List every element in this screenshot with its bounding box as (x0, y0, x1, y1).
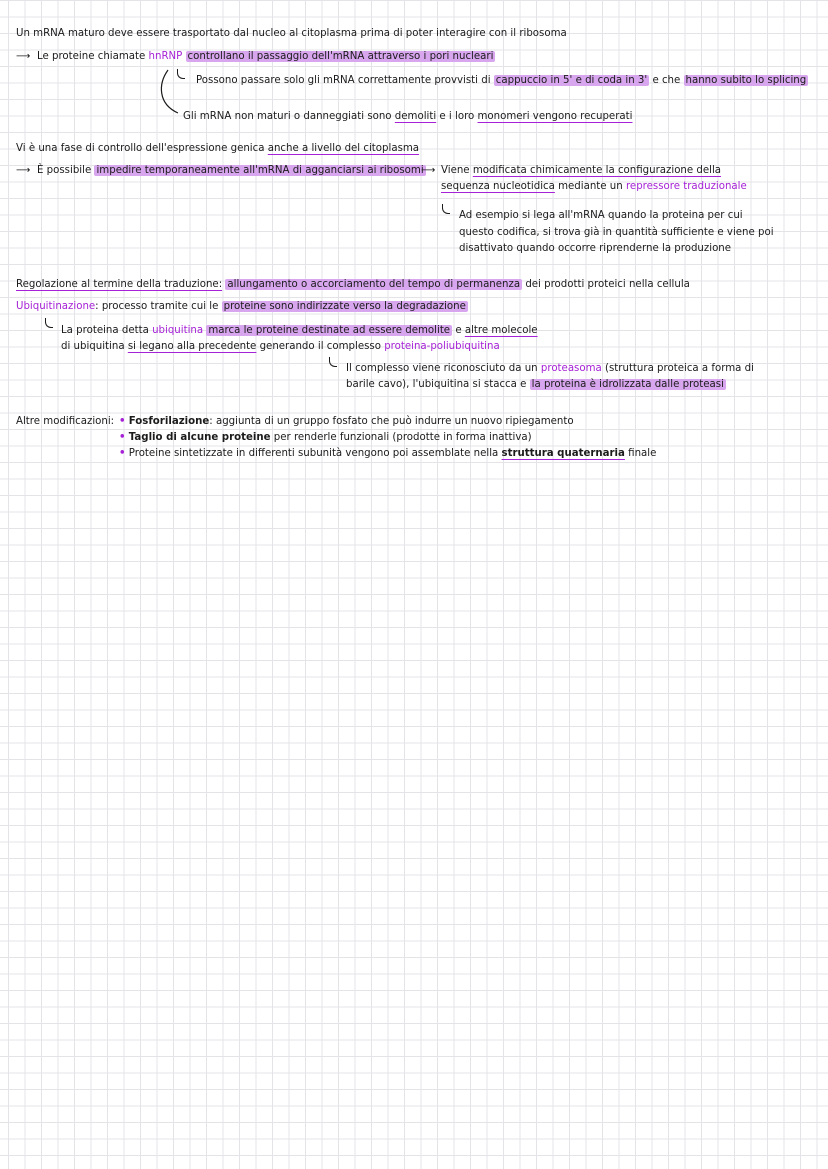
arrow-icon: ⟶ (16, 165, 31, 176)
hydrolysis-line: barile cavo), l'ubiquitina si stacca e la proteina è idrolizzata dalle proteasi (346, 379, 724, 390)
immature-mrna-line: Gli mRNA non maturi o danneggiati sono demoliti e i loro monomeri vengono recuperati (183, 111, 633, 122)
polyubiquitin-line: di ubiquitina si legano alla precedente generando il complesso proteina-poliubiquitina (61, 341, 500, 352)
hook-arrow-icon (177, 69, 185, 79)
translation-regulation-line: Regolazione al termine della traduzione: allungamento o accorciamento del tempo di permanenza dei prodotti proteici nella cellula (16, 279, 690, 290)
hook-arrow-icon (329, 357, 337, 367)
bracket-curve (161, 70, 178, 113)
example-line-3: disattivato quando occorre riprenderne la produzione (459, 243, 732, 254)
example-line-1: Ad esempio si lega all'mRNA quando la proteina per cui (459, 210, 743, 221)
cytoplasm-control-line: Vi è una fase di controllo dell'espressione genica anche a livello del citoplasma (16, 143, 420, 154)
proteasome-line: Il complesso viene riconosciuto da un proteasoma (struttura proteica a forma di (346, 363, 754, 374)
bullet-protein-cutting: • Taglio di alcune proteine per renderle funzionali (prodotte in forma inattiva) (119, 432, 532, 443)
chemical-modification-line: Viene modificata chimicamente la configurazione della (441, 165, 722, 176)
ubiquitin-mark-line: La proteina detta ubiquitina marca le proteine destinate ad essere demolite e altre molecole (61, 325, 538, 336)
bullet-quaternary: • Proteine sintetizzate in differenti subunità vengono poi assemblate nella struttura quaternaria finale (119, 448, 657, 459)
arrow-icon: ⟶ (421, 165, 436, 176)
hook-arrow-icon (442, 204, 450, 214)
ribosome-block-line: È possibile impedire temporaneamente all'mRNA di agganciarsi ai ribosomi (37, 165, 424, 176)
arrow-icon: ⟶ (16, 51, 31, 62)
mrna-requirements-line: Possono passare solo gli mRNA correttamente provvisti di cappuccio in 5' e di coda in 3' e che hanno subito lo splicing (196, 75, 807, 86)
hook-arrow-icon (45, 318, 53, 328)
repressor-line: sequenza nucleotidica mediante un repressore traduzionale (441, 181, 747, 192)
other-modifications-label: Altre modificazioni: (16, 416, 115, 427)
intro-text: Un mRNA maturo deve essere trasportato dal nucleo al citoplasma prima di poter interagire con il ribosoma (16, 28, 567, 39)
ubiquitination-line: Ubiquitinazione: processo tramite cui le proteine sono indirizzate verso la degradazione (16, 301, 466, 312)
example-line-2: questo codifica, si trova già in quantità sufficiente e viene poi (459, 227, 774, 238)
bullet-phosphorylation: • Fosforilazione: aggiunta di un gruppo fosfato che può indurre un nuovo ripiegamento (119, 416, 574, 427)
hnrnp-line: Le proteine chiamate hnRNP controllano il passaggio dell'mRNA attraverso i pori nucleari (37, 51, 494, 62)
